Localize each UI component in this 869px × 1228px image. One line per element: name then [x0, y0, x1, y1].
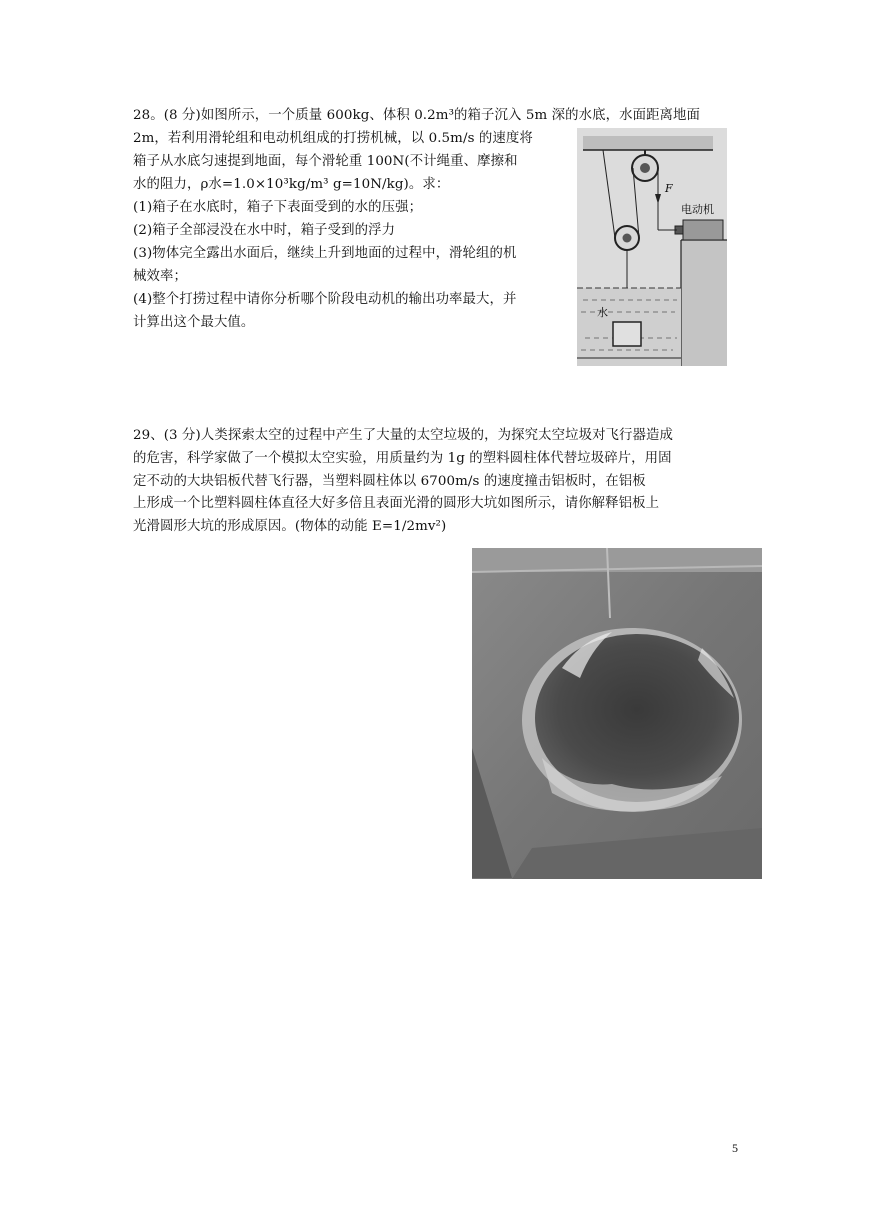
q29-line-5: 光滑圆形大坑的形成原因。(物体的动能 E=1/2mv²): [133, 519, 447, 534]
q28-line-8: 械效率；: [133, 269, 187, 284]
q28-line-4: 水的阻力，ρ水=1.0×10³kg/m³ g=10N/kg)。求：: [133, 177, 450, 192]
pulley-diagram: [577, 128, 727, 366]
page-number: 5: [732, 1141, 738, 1155]
q29-line-2: 的危害，科学家做了一个模拟太空实验，用质量约为 1g 的塑料圆柱体代替垃圾碎片，用固: [133, 451, 672, 466]
motor: [683, 220, 723, 240]
q28-line-1: 28。(8 分)如图所示，一个质量 600kg、体积 0.2m³的箱子沉入 5m 深的水底，水面距离地面: [133, 108, 701, 123]
q29-line-1: 29、(3 分)人类探索太空的过程中产生了大量的太空垃圾的，为探究太空垃圾对飞行器造成: [133, 428, 674, 443]
ground-block: [681, 240, 727, 366]
force-label: F: [665, 182, 673, 195]
q28-line-3: 箱子从水底匀速提到地面，每个滑轮重 100N(不计绳重、摩擦和: [133, 154, 518, 169]
q28-line-7: (3)物体完全露出水面后，继续上升到地面的过程中，滑轮组的机: [133, 246, 517, 261]
q28-line-9: (4)整个打捞过程中请你分析哪个阶段电动机的输出功率最大，并: [133, 292, 517, 307]
box: [613, 322, 641, 346]
crater-photo-svg: [472, 548, 762, 879]
water-label: 水: [597, 306, 608, 319]
ceiling: [583, 136, 713, 150]
q29-line-4: 上形成一个比塑料圆柱体直径大好多倍且表面光滑的圆形大坑如图所示，请你解释铝板上: [133, 496, 660, 511]
q28-line-6: (2)箱子全部浸没在水中时，箱子受到的浮力: [133, 223, 396, 238]
q28-line-10: 计算出这个最大值。: [133, 315, 255, 330]
motor-label: 电动机: [681, 203, 714, 216]
q29-line-3: 定不动的大块铝板代替飞行器，当塑料圆柱体以 6700m/s 的速度撞击铝板时，在铝板: [133, 474, 646, 489]
q28-line-5: (1)箱子在水底时，箱子下表面受到的水的压强；: [133, 200, 423, 215]
crater-photo: [472, 548, 762, 879]
pulley-diagram-svg: [577, 128, 727, 366]
q28-line-2: 2m，若利用滑轮组和电动机组成的打捞机械，以 0.5m/s 的速度将: [133, 131, 533, 146]
